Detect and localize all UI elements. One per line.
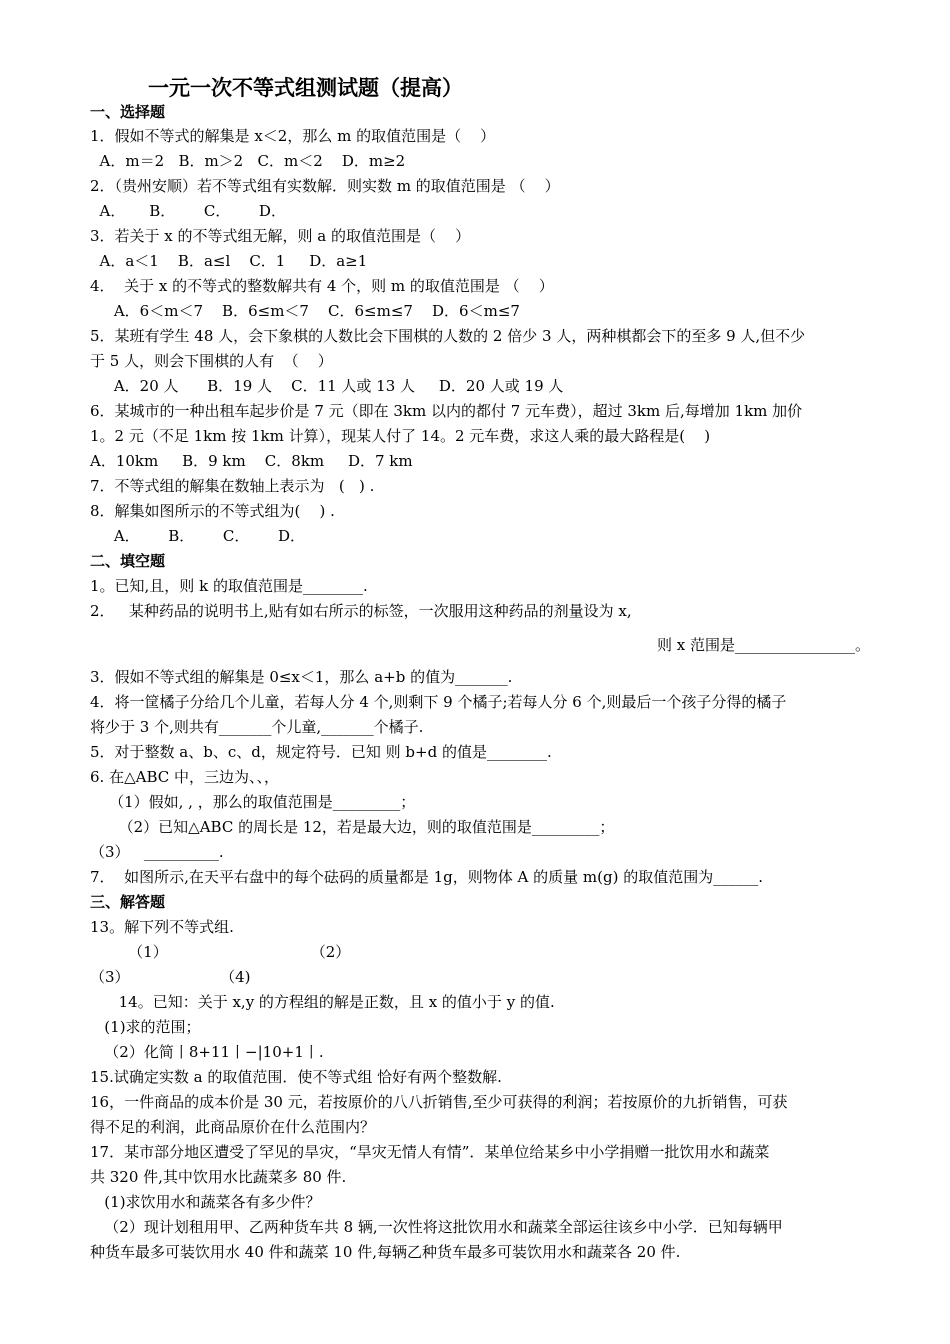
question-line: （3） （4) xyxy=(90,968,251,986)
question-line: (1)求饮用水和蔬菜各有多少件？ xyxy=(90,1193,321,1211)
question-line: (1)求的范围； xyxy=(90,1018,201,1036)
question-line: 共 320 件,其中饮用水比蔬菜多 80 件. xyxy=(90,1168,347,1186)
question-line: 4．将一筐橘子分给几个儿童，若每人分 4 个,则剩下 9 个橘子;若每人分 6 个,则最后一个孩子分得的橘子 xyxy=(90,693,787,711)
question-line: 于 5 人，则会下围棋的人有 （ ） xyxy=(90,352,333,370)
question-line: 1。已知,且，则 k 的取值范围是________. xyxy=(90,577,368,595)
question-line: 7．不等式组的解集在数轴上表示为 ( ) . xyxy=(90,477,375,495)
question-line: 2．（贵州安顺）若不等式组有实数解．则实数 m 的取值范围是 （ ） xyxy=(90,177,560,195)
question-line: 17．某市部分地区遭受了罕见的旱灾，“旱灾无情人有情”．某单位给某乡中小学捐赠一批饮用水和蔬菜 xyxy=(90,1143,770,1161)
question-line: 7． 如图所示,在天平右盘中的每个砝码的质量都是 1g，则物体 A 的质量 m(g) 的取值范围为______. xyxy=(90,868,763,886)
option-line: A． B． C． D． xyxy=(90,527,306,545)
question-line: 1．假如不等式的解集是 x＜2，那么 m 的取值范围是（ ） xyxy=(90,127,496,145)
question-line: 将少于 3 个,则共有_______个儿童,_______个橘子. xyxy=(90,718,424,736)
section-answer: 三、解答题 xyxy=(90,893,166,911)
question-line: 15.试确定实数 a 的取值范围．使不等式组 恰好有两个整数解. xyxy=(90,1068,502,1086)
question-line: （2）现计划租用甲、乙两种货车共 8 辆,一次性将这批饮用水和蔬菜全部运往该乡中小学．已知每辆甲 xyxy=(90,1218,783,1236)
option-line: A．10km B．9 km C．8km D．7 km xyxy=(90,452,413,470)
option-line: A．6＜m＜7 B．6≤m＜7 C．6≤m≤7 D．6＜m≤7 xyxy=(90,302,520,320)
question-line: 14。已知：关于 x,y 的方程组的解是正数，且 x 的值小于 y 的值. xyxy=(90,993,555,1011)
option-line: A．20 人 B．19 人 C．11 人或 13 人 D．20 人或 19 人 xyxy=(90,377,564,395)
question-line: 2． 某种药品的说明书上,贴有如右所示的标签，一次服用这种药品的剂量设为 x, xyxy=(90,602,632,620)
question-line: 3．假如不等式组的解集是 0≤x＜1，那么 a+b 的值为_______. xyxy=(90,668,513,686)
section-fill: 二、填空题 xyxy=(90,552,166,570)
question-line: 13。解下列不等式组. xyxy=(90,918,234,936)
question-line: （1） （2） xyxy=(90,943,351,961)
question-line: 6．某城市的一种出租车起步价是 7 元（即在 3km 以内的都付 7 元车费），超过 3km 后,每增加 1km 加价 xyxy=(90,402,803,420)
page-title: 一元一次不等式组测试题（提高） xyxy=(148,76,463,100)
option-line: A．m＝2 B．m＞2 C．m＜2 D．m≥2 xyxy=(90,152,406,170)
question-line: （2）已知△ABC 的周长是 12，若是最大边，则的取值范围是_________； xyxy=(90,818,615,836)
question-line: 则 x 范围是________________。 xyxy=(657,636,870,654)
question-line: （1）假如, , ，那么的取值范围是_________； xyxy=(90,793,416,811)
question-line: 得不足的利润，此商品原价在什么范围内？ xyxy=(90,1118,376,1136)
question-line: 5．对于整数 a、b、c、d，规定符号．已知 则 b+d 的值是________. xyxy=(90,743,552,761)
question-line: 16，一件商品的成本价是 30 元，若按原价的八八折销售,至少可获得的利润；若按原价的九折销售，可获 xyxy=(90,1093,788,1111)
option-line: A．a＜1 B．a≤l C．1 D．a≥1 xyxy=(90,252,368,270)
question-line: 8．解集如图所示的不等式组为( ) . xyxy=(90,502,335,520)
question-line: 4． 关于 x 的不等式的整数解共有 4 个，则 m 的取值范围是 （ ） xyxy=(90,277,554,295)
option-line: A． B． C． D． xyxy=(90,202,286,220)
question-line: 种货车最多可装饮用水 40 件和蔬菜 10 件,每辆乙种货车最多可装饮用水和蔬菜各 20 件. xyxy=(90,1243,681,1261)
question-line: 3．若关于 x 的不等式组无解，则 a 的取值范围是（ ） xyxy=(90,227,471,245)
question-line: 1。2 元（不足 1km 按 1km 计算），现某人付了 14。2 元车费，求这人乘的最大路程是( ) xyxy=(90,427,711,445)
section-choice: 一、选择题 xyxy=(90,103,166,121)
question-line: 6. 在△ABC 中，三边为、、， xyxy=(90,768,279,786)
question-line: （3） __________. xyxy=(90,843,224,861)
question-line: （2）化简丨8+11丨−|10+1丨. xyxy=(90,1043,324,1061)
question-line: 5．某班有学生 48 人，会下象棋的人数比会下围棋的人数的 2 倍少 3 人，两种棋都会下的至多 9 人,但不少 xyxy=(90,327,806,345)
